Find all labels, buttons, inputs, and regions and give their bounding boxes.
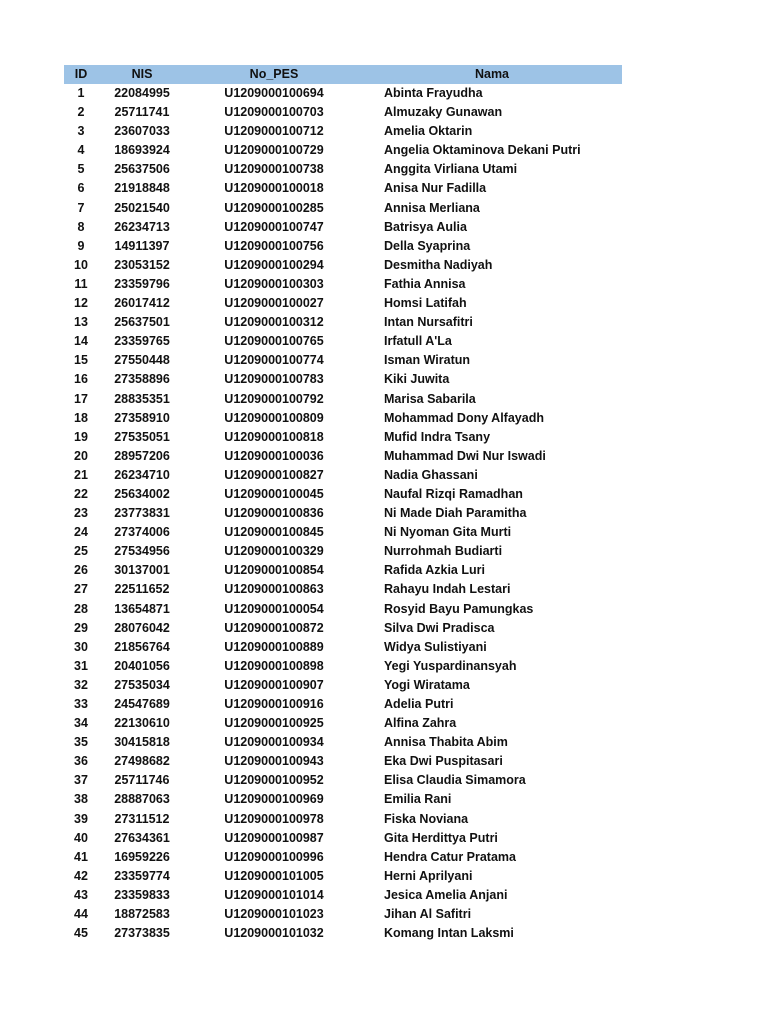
- cell-id: 18: [74, 410, 88, 425]
- table-row: [64, 485, 622, 504]
- cell-nama: Fiska Noviana: [384, 811, 469, 826]
- cell-nama: Kiki Juwita: [384, 372, 450, 387]
- cell-nama: Fathia Annisa: [384, 276, 466, 291]
- cell-no-pes: U1209000100836: [224, 506, 324, 521]
- cell-nama: Homsi Latifah: [384, 296, 467, 311]
- cell-nama: Ni Made Diah Paramitha: [384, 506, 527, 521]
- cell-nama: Anisa Nur Fadilla: [384, 181, 487, 196]
- table-row: [64, 370, 622, 389]
- table-row: [64, 409, 622, 428]
- cell-no-pes: U1209000100792: [224, 391, 324, 406]
- cell-nis: 27374006: [114, 525, 170, 540]
- cell-nis: 18872583: [114, 907, 170, 922]
- cell-nama: Widya Sulistiyani: [384, 639, 487, 654]
- cell-nama: Marisa Sabarila: [384, 391, 476, 406]
- cell-nama: Herni Aprilyani: [384, 868, 473, 883]
- cell-nis: 13654871: [114, 601, 170, 616]
- cell-nama: Mufid Indra Tsany: [384, 429, 491, 444]
- table-row: [64, 600, 622, 619]
- cell-nama: Emilia Rani: [384, 792, 452, 807]
- cell-id: 1: [77, 86, 85, 100]
- cell-no-pes: U1209000100783: [224, 372, 324, 387]
- cell-no-pes: U1209000100285: [224, 200, 324, 215]
- cell-nama: Desmitha Nadiyah: [384, 257, 493, 272]
- cell-id: 38: [74, 792, 88, 807]
- column-header-no-pes: No_PES: [249, 67, 299, 81]
- column-header-nis: NIS: [131, 67, 153, 81]
- table-row: [64, 810, 622, 829]
- cell-id: 40: [74, 830, 88, 845]
- cell-no-pes: U1209000100952: [224, 773, 324, 788]
- cell-nis: 26017412: [114, 296, 170, 311]
- cell-id: 37: [74, 773, 88, 788]
- cell-no-pes: U1209000100036: [224, 448, 324, 463]
- cell-no-pes: U1209000100054: [224, 601, 324, 616]
- cell-id: 25: [74, 544, 88, 559]
- table-row: [64, 428, 622, 447]
- cell-nama: Elisa Claudia Simamora: [384, 773, 526, 788]
- cell-nis: 23359774: [114, 868, 170, 883]
- cell-no-pes: U1209000100978: [224, 811, 324, 826]
- table-row: [64, 141, 622, 160]
- table-row: [64, 829, 622, 848]
- cell-no-pes: U1209000100907: [224, 677, 324, 692]
- cell-nis: 27535051: [114, 429, 170, 444]
- cell-nama: Abinta Frayudha: [384, 86, 483, 100]
- cell-id: 10: [74, 257, 88, 272]
- student-table: [64, 65, 622, 943]
- cell-nis: 27358910: [114, 410, 170, 425]
- cell-nis: 28076042: [114, 620, 170, 635]
- table-row: [64, 179, 622, 198]
- cell-id: 9: [77, 238, 85, 253]
- cell-nama: Isman Wiratun: [384, 353, 471, 368]
- table-row: [64, 790, 622, 809]
- cell-nama: Amelia Oktarin: [384, 124, 473, 139]
- cell-id: 31: [74, 658, 88, 673]
- cell-nama: Della Syaprina: [384, 238, 471, 253]
- cell-no-pes: U1209000100863: [224, 582, 324, 597]
- cell-no-pes: U1209000100916: [224, 697, 324, 711]
- table-row: [64, 733, 622, 752]
- cell-no-pes: U1209000100854: [224, 563, 324, 578]
- cell-no-pes: U1209000100694: [224, 86, 324, 100]
- cell-no-pes: U1209000100969: [224, 792, 324, 807]
- table-row: [64, 218, 622, 237]
- table-row: [64, 103, 622, 122]
- table-row: [64, 695, 622, 714]
- table-row: [64, 771, 622, 790]
- cell-id: 30: [74, 639, 88, 654]
- cell-nama: Naufal Rizqi Ramadhan: [384, 486, 523, 501]
- cell-no-pes: U1209000101014: [224, 887, 324, 902]
- table-header: [64, 65, 622, 84]
- cell-no-pes: U1209000100996: [224, 849, 324, 864]
- cell-nis: 27534956: [114, 544, 170, 559]
- cell-nama: Eka Dwi Puspitasari: [384, 754, 503, 769]
- column-header-nama: Nama: [474, 67, 510, 81]
- cell-no-pes: U1209000100294: [224, 257, 324, 272]
- cell-no-pes: U1209000100018: [224, 181, 324, 196]
- table-row: [64, 886, 622, 905]
- cell-nama: Irfatull A'La: [384, 334, 452, 349]
- cell-no-pes: U1209000100765: [224, 334, 324, 349]
- table-row: [64, 657, 622, 676]
- cell-nis: 27358896: [114, 372, 170, 387]
- cell-nis: 25711746: [114, 773, 170, 788]
- cell-nis: 23053152: [114, 257, 170, 272]
- cell-nis: 16959226: [114, 849, 170, 864]
- cell-nis: 21918848: [114, 181, 170, 196]
- cell-nama: Angelia Oktaminova Dekani Putri: [384, 143, 581, 158]
- cell-no-pes: U1209000100818: [224, 429, 324, 444]
- table-row: [64, 275, 622, 294]
- table-row: [64, 905, 622, 924]
- cell-nis: 20401056: [114, 658, 170, 673]
- cell-nis: 23607033: [114, 124, 170, 139]
- cell-no-pes: U1209000100329: [224, 544, 324, 559]
- cell-no-pes: U1209000100943: [224, 754, 324, 769]
- column-header-id: ID: [74, 67, 88, 81]
- cell-nis: 27550448: [114, 353, 170, 368]
- table-row: [64, 561, 622, 580]
- cell-nis: 28887063: [114, 792, 170, 807]
- cell-id: 2: [77, 105, 85, 120]
- table-row: [64, 523, 622, 542]
- cell-nis: 25021540: [114, 200, 170, 215]
- cell-id: 21: [74, 467, 88, 482]
- cell-nama: Annisa Thabita Abim: [384, 735, 508, 750]
- cell-nama: Jihan Al Safitri: [384, 907, 472, 922]
- cell-id: 12: [74, 296, 88, 311]
- table-row: [64, 542, 622, 561]
- table-row: [64, 160, 622, 179]
- table-row: [64, 84, 622, 103]
- cell-nis: 25637506: [114, 162, 170, 177]
- cell-nama: Anggita Virliana Utami: [384, 162, 518, 177]
- cell-id: 20: [74, 448, 88, 463]
- cell-id: 17: [74, 391, 88, 406]
- cell-nis: 24547689: [114, 697, 170, 711]
- cell-nis: 27535034: [114, 677, 170, 692]
- cell-id: 19: [74, 429, 88, 444]
- cell-nama: Ni Nyoman Gita Murti: [384, 525, 512, 540]
- cell-no-pes: U1209000101032: [224, 926, 324, 941]
- cell-no-pes: U1209000100809: [224, 410, 324, 425]
- table-row: [64, 256, 622, 275]
- cell-id: 33: [74, 697, 88, 711]
- table-row: [64, 332, 622, 351]
- table-row: [64, 294, 622, 313]
- cell-nama: Rafida Azkia Luri: [384, 563, 485, 578]
- cell-id: 22: [74, 486, 88, 501]
- cell-id: 14: [74, 334, 88, 349]
- cell-no-pes: U1209000100889: [224, 639, 324, 654]
- table-row: [64, 237, 622, 256]
- cell-nis: 22084995: [114, 86, 170, 100]
- cell-nama: Intan Nursafitri: [384, 315, 473, 330]
- cell-id: 27: [74, 582, 88, 597]
- table-row: [64, 848, 622, 867]
- cell-id: 41: [74, 849, 88, 864]
- table-row: [64, 351, 622, 370]
- cell-id: 23: [74, 506, 88, 521]
- cell-nis: 27311512: [114, 811, 170, 826]
- cell-nama: Batrisya Aulia: [384, 219, 467, 234]
- cell-id: 32: [74, 677, 88, 692]
- cell-nama: Komang Intan Laksmi: [384, 926, 514, 941]
- cell-id: 3: [77, 124, 85, 139]
- table-row: [64, 752, 622, 771]
- cell-nis: 30137001: [114, 563, 170, 578]
- cell-no-pes: U1209000100729: [224, 143, 324, 158]
- cell-id: 11: [74, 276, 88, 291]
- cell-id: 7: [77, 200, 85, 215]
- table-row: [64, 867, 622, 886]
- table-row: [64, 714, 622, 733]
- table-row: [64, 580, 622, 599]
- cell-no-pes: U1209000100045: [224, 486, 324, 501]
- table-row: [64, 676, 622, 695]
- cell-no-pes: U1209000100312: [224, 315, 324, 330]
- cell-nis: 27634361: [114, 830, 170, 845]
- cell-nama: Almuzaky Gunawan: [384, 105, 503, 120]
- cell-no-pes: U1209000100712: [224, 124, 324, 139]
- cell-nis: 18693924: [114, 143, 170, 158]
- cell-nis: 28835351: [114, 391, 170, 406]
- cell-nis: 27373835: [114, 926, 170, 941]
- cell-nis: 25634002: [114, 486, 170, 501]
- cell-nis: 30415818: [114, 735, 170, 750]
- cell-id: 15: [74, 353, 88, 368]
- cell-nis: 25637501: [114, 315, 170, 330]
- cell-id: 34: [74, 716, 88, 731]
- cell-id: 28: [74, 601, 88, 616]
- table-row: [64, 504, 622, 523]
- cell-no-pes: U1209000100925: [224, 716, 324, 731]
- cell-nama: Gita Herdittya Putri: [384, 830, 498, 845]
- cell-no-pes: U1209000100827: [224, 467, 324, 482]
- cell-nis: 27498682: [114, 754, 170, 769]
- cell-nis: 23359796: [114, 276, 170, 291]
- cell-id: 8: [77, 219, 85, 234]
- cell-nis: 22511652: [114, 582, 170, 597]
- cell-id: 29: [74, 620, 88, 635]
- cell-id: 5: [77, 162, 85, 177]
- cell-nis: 21856764: [114, 639, 170, 654]
- cell-nama: Silva Dwi Pradisca: [384, 620, 495, 635]
- cell-nama: Nurrohmah Budiarti: [384, 544, 503, 559]
- cell-no-pes: U1209000100027: [224, 296, 324, 311]
- cell-nama: Nadia Ghassani: [384, 467, 478, 482]
- cell-nama: Rahayu Indah Lestari: [384, 582, 511, 597]
- cell-no-pes: U1209000100738: [224, 162, 324, 177]
- table-row: [64, 447, 622, 466]
- cell-nama: Mohammad Dony Alfayadh: [384, 410, 544, 425]
- cell-id: 16: [74, 372, 88, 387]
- cell-nama: Muhammad Dwi Nur Iswadi: [384, 448, 546, 463]
- cell-nama: Hendra Catur Pratama: [384, 849, 516, 864]
- cell-nis: 23359833: [114, 887, 170, 902]
- table-row: [64, 199, 622, 218]
- cell-id: 24: [74, 525, 88, 540]
- cell-id: 42: [74, 868, 88, 883]
- table-row: [64, 619, 622, 638]
- table-row: [64, 313, 622, 332]
- cell-nis: 14911397: [114, 238, 170, 253]
- cell-nis: 26234713: [114, 219, 170, 234]
- cell-nis: 28957206: [114, 448, 170, 463]
- cell-nis: 25711741: [114, 105, 170, 120]
- cell-nis: 26234710: [114, 467, 170, 482]
- cell-nama: Yegi Yuspardinansyah: [384, 658, 517, 673]
- cell-id: 45: [74, 926, 88, 941]
- cell-id: 35: [74, 735, 88, 750]
- table-row: [64, 466, 622, 485]
- cell-nama: Yogi Wiratama: [384, 677, 470, 692]
- cell-nama: Alfina Zahra: [384, 716, 457, 731]
- cell-id: 39: [74, 811, 88, 826]
- cell-nis: 23773831: [114, 506, 170, 521]
- cell-id: 36: [74, 754, 88, 769]
- cell-no-pes: U1209000100898: [224, 658, 324, 673]
- cell-no-pes: U1209000101005: [224, 868, 324, 883]
- cell-nama: Annisa Merliana: [384, 200, 480, 215]
- cell-nama: Rosyid Bayu Pamungkas: [384, 601, 534, 616]
- cell-id: 44: [74, 907, 88, 922]
- cell-nis: 23359765: [114, 334, 170, 349]
- cell-nama: Jesica Amelia Anjani: [384, 887, 508, 902]
- cell-no-pes: U1209000100845: [224, 525, 324, 540]
- cell-no-pes: U1209000100303: [224, 276, 324, 291]
- cell-id: 6: [77, 181, 85, 196]
- cell-id: 43: [74, 887, 88, 902]
- table-row: [64, 390, 622, 409]
- cell-nama: Adelia Putri: [384, 697, 454, 711]
- cell-no-pes: U1209000101023: [224, 907, 324, 922]
- table-row: [64, 924, 622, 943]
- cell-no-pes: U1209000100934: [224, 735, 324, 750]
- cell-no-pes: U1209000100987: [224, 830, 324, 845]
- cell-no-pes: U1209000100756: [224, 238, 324, 253]
- table-row: [64, 638, 622, 657]
- cell-no-pes: U1209000100703: [224, 105, 324, 120]
- cell-no-pes: U1209000100872: [224, 620, 324, 635]
- cell-nis: 22130610: [114, 716, 170, 731]
- cell-id: 4: [77, 143, 85, 158]
- table-body: [64, 84, 622, 943]
- cell-no-pes: U1209000100774: [224, 353, 324, 368]
- cell-id: 13: [74, 315, 88, 330]
- table-row: [64, 122, 622, 141]
- cell-id: 26: [74, 563, 88, 578]
- cell-no-pes: U1209000100747: [224, 219, 324, 234]
